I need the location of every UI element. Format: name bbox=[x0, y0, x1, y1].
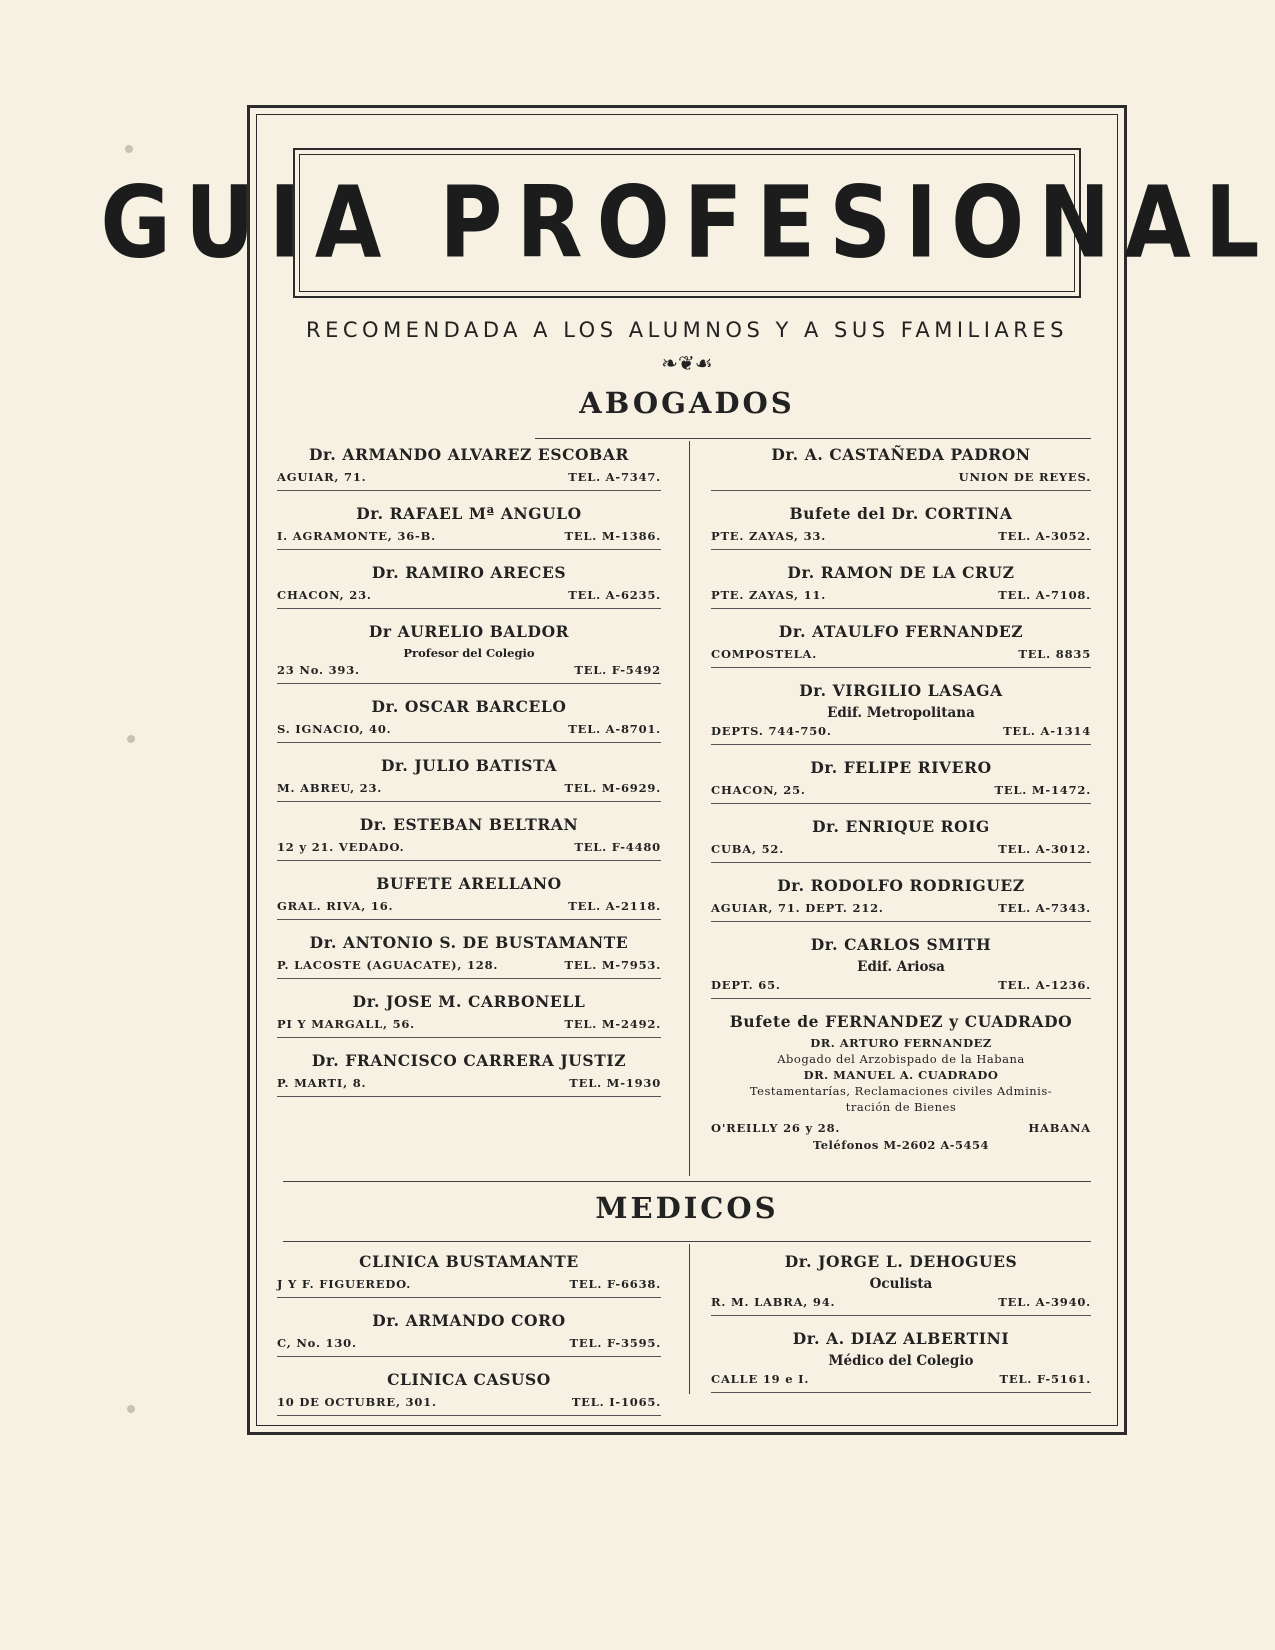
partner-role: Abogado del Arzobispado de la Habana bbox=[777, 1052, 1025, 1066]
list-item bbox=[277, 1369, 661, 1416]
entry-tel: UNION DE REYES. bbox=[958, 470, 1091, 484]
entry-name: Dr. ATAULFO FERNANDEZ bbox=[778, 622, 1024, 641]
entry-address: DEPTS. 744-750. bbox=[711, 724, 832, 738]
list-item bbox=[711, 1251, 1091, 1316]
entry-tel: TEL. F-5161. bbox=[999, 1372, 1091, 1386]
entry-tel: TEL. M-1472. bbox=[994, 783, 1091, 797]
entry-tel: TEL. A-8701. bbox=[568, 722, 661, 736]
entry-address: AGUIAR, 71. DEPT. 212. bbox=[711, 901, 884, 915]
entry-address: CUBA, 52. bbox=[711, 842, 785, 856]
entry-name: Dr. ARMANDO CORO bbox=[372, 1311, 566, 1330]
list-item bbox=[277, 873, 661, 920]
entry-address: P. LACOSTE (AGUACATE), 128. bbox=[277, 958, 499, 972]
list-item bbox=[277, 991, 661, 1038]
list-item bbox=[277, 932, 661, 979]
divider bbox=[535, 438, 1091, 439]
column-divider bbox=[689, 1244, 690, 1394]
page-subtitle: RECOMENDADA A LOS ALUMNOS Y A SUS FAMILIARES bbox=[306, 318, 1068, 342]
entry-address: PTE. ZAYAS, 11. bbox=[711, 588, 827, 602]
divider bbox=[283, 1181, 1091, 1182]
page-title: GUIA PROFESIONAL bbox=[100, 165, 1274, 281]
entry-name: CLINICA CASUSO bbox=[387, 1370, 551, 1389]
list-item-fernandez-cuadrado bbox=[711, 1011, 1091, 1153]
entry-note: Profesor del Colegio bbox=[403, 646, 535, 660]
entry-address: P. MARTI, 8. bbox=[277, 1076, 367, 1090]
title-box bbox=[100, 148, 1274, 298]
entry-tel: TEL. M-1386. bbox=[564, 529, 661, 543]
entry-address: 12 y 21. VEDADO. bbox=[277, 840, 405, 854]
entry-address: PTE. ZAYAS, 33. bbox=[711, 529, 827, 543]
list-item bbox=[277, 755, 661, 802]
entry-name: Dr. FELIPE RIVERO bbox=[810, 758, 992, 777]
entry-name: Dr. A. DIAZ ALBERTINI bbox=[792, 1329, 1010, 1348]
entry-tel: TEL. A-3052. bbox=[998, 529, 1091, 543]
list-item bbox=[711, 444, 1091, 491]
column-divider bbox=[689, 441, 690, 1176]
list-item bbox=[277, 503, 661, 550]
list-item bbox=[711, 562, 1091, 609]
entry-tel: TEL. F-5492 bbox=[574, 663, 661, 677]
list-item bbox=[277, 1050, 661, 1097]
entry-tel: TEL. I-1065. bbox=[571, 1395, 661, 1409]
ornament-icon: ❧❦☙ bbox=[661, 351, 713, 375]
page-frame bbox=[100, 105, 1274, 1435]
entry-name: Bufete del Dr. CORTINA bbox=[789, 504, 1013, 523]
list-item bbox=[711, 875, 1091, 922]
partner-name: DR. ARTURO FERNANDEZ bbox=[810, 1036, 992, 1050]
entry-tel: TEL. A-2118. bbox=[568, 899, 661, 913]
entry-address: I. AGRAMONTE, 36-B. bbox=[277, 529, 436, 543]
entry-note: Oculista bbox=[869, 1276, 933, 1292]
entry-name: Dr. ARMANDO ALVAREZ ESCOBAR bbox=[309, 445, 629, 464]
entry-note: Edif. Ariosa bbox=[857, 959, 945, 975]
medicos-left-column bbox=[277, 1251, 661, 1428]
entry-address: DEPT. 65. bbox=[711, 978, 781, 992]
entry-note: Edif. Metropolitana bbox=[827, 705, 975, 721]
entry-tel: TEL. M-2492. bbox=[564, 1017, 661, 1031]
entry-address: O'REILLY 26 y 28. bbox=[711, 1121, 841, 1135]
partner-role: tración de Bienes bbox=[845, 1100, 957, 1114]
entry-name: Dr. ENRIQUE ROIG bbox=[812, 817, 990, 836]
entry-address: 10 DE OCTUBRE, 301. bbox=[277, 1395, 437, 1409]
entry-address: COMPOSTELA. bbox=[711, 647, 818, 661]
entry-name: Dr. JORGE L. DEHOGUES bbox=[784, 1252, 1018, 1271]
divider bbox=[283, 1241, 1091, 1242]
list-item bbox=[711, 503, 1091, 550]
list-item bbox=[711, 680, 1091, 745]
entry-address: CHACON, 23. bbox=[277, 588, 372, 602]
entry-address: J Y F. FIGUEREDO. bbox=[277, 1277, 412, 1291]
partner-name: DR. MANUEL A. CUADRADO bbox=[803, 1068, 999, 1082]
list-item bbox=[277, 814, 661, 861]
entry-address: GRAL. RIVA, 16. bbox=[277, 899, 394, 913]
list-item bbox=[711, 934, 1091, 999]
entry-name: BUFETE ARELLANO bbox=[376, 874, 562, 893]
list-item bbox=[711, 1328, 1091, 1393]
entry-tel: TEL. F-3595. bbox=[569, 1336, 661, 1350]
entry-name: Dr. OSCAR BARCELO bbox=[371, 697, 567, 716]
entry-tel: TEL. A-3940. bbox=[998, 1295, 1091, 1309]
list-item bbox=[277, 562, 661, 609]
entry-address: C, No. 130. bbox=[277, 1336, 357, 1350]
list-item bbox=[711, 816, 1091, 863]
list-item bbox=[277, 696, 661, 743]
entry-name: Dr. RAFAEL Mª ANGULO bbox=[356, 504, 582, 523]
entry-address: R. M. LABRA, 94. bbox=[711, 1295, 836, 1309]
list-item bbox=[277, 621, 661, 684]
entry-name: Dr. JOSE M. CARBONELL bbox=[352, 992, 586, 1011]
section-heading-medicos: MEDICOS bbox=[595, 1191, 779, 1225]
section-heading-abogados: ABOGADOS bbox=[579, 386, 795, 420]
list-item bbox=[711, 621, 1091, 668]
entry-name: Dr. CARLOS SMITH bbox=[810, 935, 992, 954]
entry-name: Dr. RAMON DE LA CRUZ bbox=[787, 563, 1015, 582]
entry-tel: TEL. A-7343. bbox=[998, 901, 1091, 915]
entry-tel: TEL. F-4480 bbox=[574, 840, 661, 854]
list-item bbox=[277, 1310, 661, 1357]
list-item bbox=[277, 1251, 661, 1298]
entry-name: Dr. ESTEBAN BELTRAN bbox=[359, 815, 579, 834]
entry-tel: TEL. M-7953. bbox=[564, 958, 661, 972]
entry-name: Dr. JULIO BATISTA bbox=[380, 756, 558, 775]
entry-note: Médico del Colegio bbox=[828, 1353, 974, 1369]
entry-name: Dr. FRANCISCO CARRERA JUSTIZ bbox=[311, 1051, 627, 1070]
entry-address: PI Y MARGALL, 56. bbox=[277, 1017, 415, 1031]
entry-tel: TEL. A-7108. bbox=[998, 588, 1091, 602]
entry-tel: TEL. A-3012. bbox=[998, 842, 1091, 856]
entry-name: Dr. RAMIRO ARECES bbox=[371, 563, 567, 582]
entry-tel: TEL. A-6235. bbox=[568, 588, 661, 602]
list-item bbox=[277, 444, 661, 491]
entry-phones: Teléfonos M-2602 A-5454 bbox=[812, 1138, 990, 1152]
entry-name: Dr. VIRGILIO LASAGA bbox=[799, 681, 1003, 700]
entry-city: HABANA bbox=[1028, 1121, 1091, 1135]
entry-name: Bufete de FERNANDEZ y CUADRADO bbox=[729, 1012, 1073, 1031]
entry-tel: TEL. A-7347. bbox=[568, 470, 661, 484]
entry-tel: TEL. F-6638. bbox=[569, 1277, 661, 1291]
entry-tel: TEL. A-1314 bbox=[1003, 724, 1091, 738]
entry-tel: TEL. 8835 bbox=[1018, 647, 1091, 661]
entry-name: CLINICA BUSTAMANTE bbox=[359, 1252, 579, 1271]
abogados-left-column bbox=[277, 444, 661, 1109]
entry-tel: TEL. M-6929. bbox=[564, 781, 661, 795]
medicos-right-column bbox=[711, 1251, 1091, 1405]
entry-tel: TEL. A-1236. bbox=[998, 978, 1091, 992]
entry-tel: TEL. M-1930 bbox=[569, 1076, 661, 1090]
entry-name: Dr AURELIO BALDOR bbox=[368, 622, 570, 641]
list-item bbox=[711, 757, 1091, 804]
entry-name: Dr. A. CASTAÑEDA PADRON bbox=[771, 445, 1031, 464]
entry-name: Dr. RODOLFO RODRIGUEZ bbox=[777, 876, 1025, 895]
entry-address: AGUIAR, 71. bbox=[277, 470, 367, 484]
entry-address: M. ABREU, 23. bbox=[277, 781, 383, 795]
entry-address: 23 No. 393. bbox=[277, 663, 360, 677]
entry-address: S. IGNACIO, 40. bbox=[277, 722, 392, 736]
abogados-right-column bbox=[711, 444, 1091, 1153]
entry-name: Dr. ANTONIO S. DE BUSTAMANTE bbox=[309, 933, 629, 952]
partner-role: Testamentarías, Reclamaciones civiles Adminis- bbox=[749, 1084, 1053, 1098]
entry-address: CALLE 19 e I. bbox=[711, 1372, 810, 1386]
entry-address: CHACON, 25. bbox=[711, 783, 806, 797]
